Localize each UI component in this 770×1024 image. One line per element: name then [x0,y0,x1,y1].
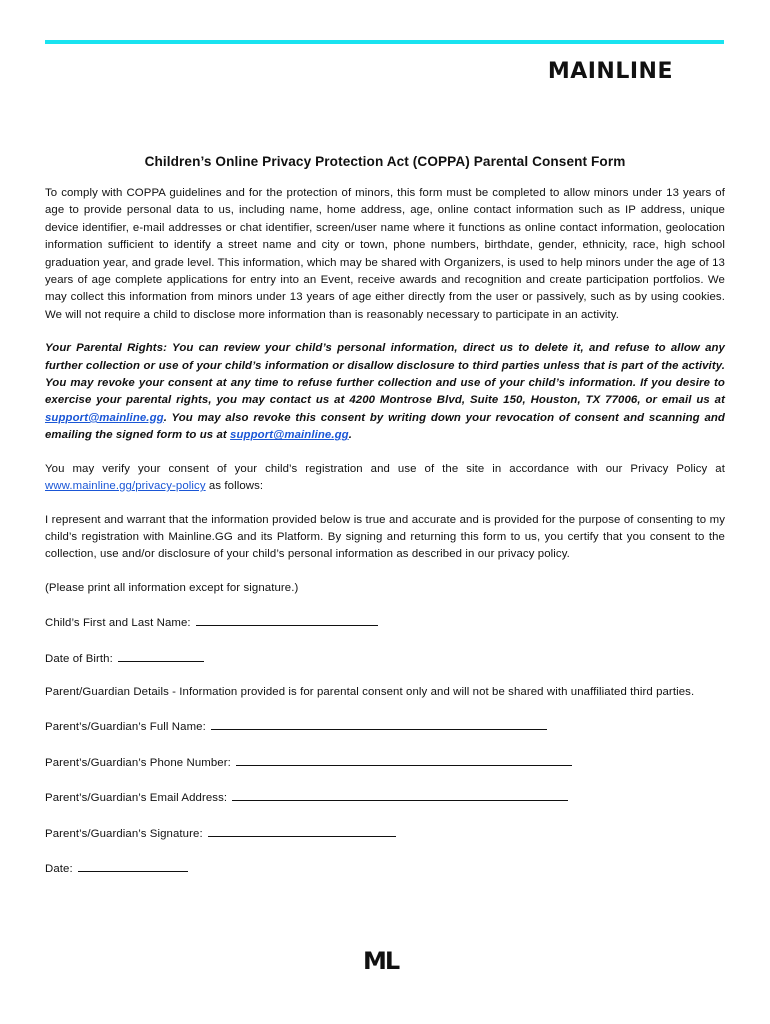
guardian-email-label: Parent’s/Guardian’s Email Address: [45,792,228,805]
intro-paragraph: To comply with COPPA guidelines and for the protection of minors, this form must be completed to allow minors under 13 years of age to provide personal data to us, including name, home address, age, online contact information such as IP address, unique device identifier, e-mail addresses or chat identifier, screen/user name where it functions as online contact information, geolocation information sufficient to identify a street name and city or town, phone numbers, birthdate, gender, ethnicity, race, high school graduation year, and grade level. This information, which may be shared with Organizers, is used to help minors under the age of 13 years of age complete applications for entry into an Event, receive awards and recognition and create participation portfolios. We may collect this information from minors under 13 years of age either directly from the user or passively, such as by using cookies. We will not require a child to disclose more information than is reasonably necessary to participate in an activity. [45,187,725,321]
verify-paragraph [45,461,725,496]
privacy-policy-link[interactable]: www.mainline.gg/privacy-policy [45,480,206,493]
date-blank[interactable] [78,859,188,872]
verify-text: You may verify your consent of your child’s registration and use of the site in accordance with our Privacy Policy at [45,462,725,475]
ml-logo: ML [363,947,399,975]
page-title: Children’s Online Privacy Protection Act (COPPA) Parental Consent Form [144,154,626,169]
mainline-logo: MAINLINE [547,59,673,84]
parental-rights-paragraph [45,340,725,444]
child-name-label: Child’s First and Last Name: [45,617,191,630]
dob-label: Date of Birth: [45,652,113,665]
support-email-link-2[interactable]: support@mainline.gg [230,429,349,442]
guardian-signature-field [45,824,725,843]
guardian-email-blank[interactable] [232,788,568,801]
child-name-blank[interactable] [196,613,378,626]
guardian-name-field [45,717,725,736]
verify-suffix: as follows: [205,480,264,493]
rights-text-2: . You may also revoke this consent by writing down your revocation of consent and scanning and emailing the signed form to us at [45,411,725,442]
guardian-email-field [45,788,725,807]
date-field [45,859,725,878]
guardian-phone-label: Parent’s/Guardian’s Phone Number: [45,756,231,769]
warrant-paragraph: I represent and warrant that the information provided below is true and accurate and is provided for the purpose of consenting to my child’s registration with Mainline.GG and its Platform. By signing and returning this form to us, you certify that you consent to the collection, use and/or disclosure of your child’s personal information as described in our privacy policy. [45,513,725,561]
print-note: (Please print all information except for signature.) [45,581,299,594]
guardian-signature-blank[interactable] [208,824,396,837]
rights-text-3: . [348,429,352,442]
date-label: Date: [45,862,73,875]
support-email-link[interactable]: support@mainline.gg [45,411,164,424]
guardian-signature-label: Parent’s/Guardian’s Signature: [45,827,203,840]
guardian-phone-field [45,753,725,772]
guardian-phone-blank[interactable] [236,753,572,766]
dob-field [45,649,725,668]
accent-bar [45,40,724,44]
child-name-field [45,613,725,632]
rights-text-1: Your Parental Rights: You can review your child’s personal information, direct us to delete it, and refuse to allow any further collection or use of your child’s information or disallow disclosure to third parties unless that is part of the activity. You may revoke your consent at any time to refuse further collection and use of your child’s information. If you desire to exercise your parental rights, you may contact us at 4200 Montrose Blvd, Suite 150, Houston, TX 77006, or email us at [45,342,725,407]
guardian-name-blank[interactable] [211,717,547,730]
consent-form [45,152,725,894]
dob-blank[interactable] [118,649,204,662]
guardian-details-paragraph: Parent/Guardian Details - Information provided is for parental consent only and will not be shared with unaffiliated third parties. [45,685,695,698]
guardian-name-label: Parent’s/Guardian’s Full Name: [45,721,206,734]
